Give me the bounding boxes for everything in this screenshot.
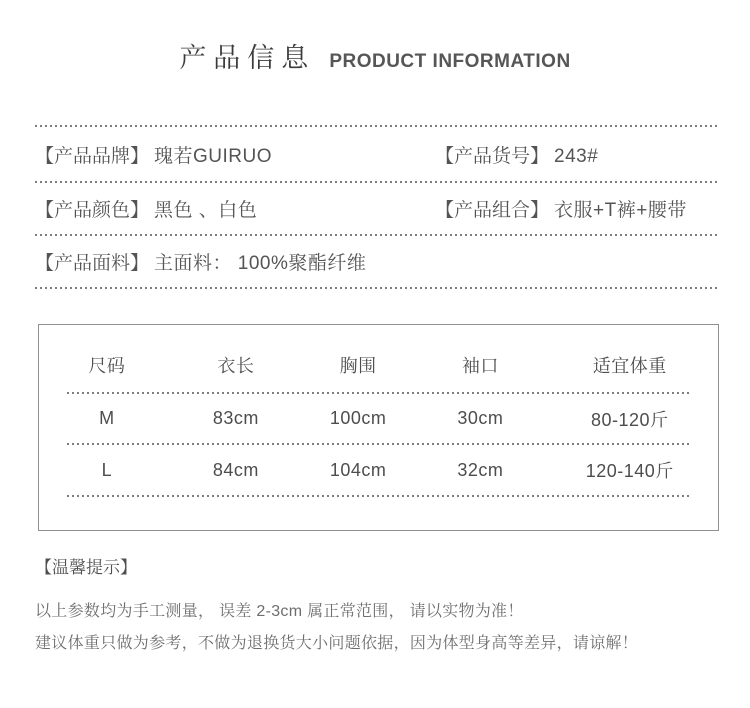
bust-value: 100cm: [329, 408, 387, 428]
warm-tips-title: 【温馨提示】: [35, 558, 137, 577]
warm-tips-lines: [35, 596, 720, 660]
product-color-field: [35, 195, 435, 222]
size-value: L: [101, 459, 113, 480]
length-value: 84cm: [212, 459, 259, 480]
size-table-header-row: [39, 325, 718, 392]
product-color-value: 黑色 、白色: [154, 200, 258, 221]
product-combo-field: [435, 195, 750, 222]
size-chart-table: [38, 324, 719, 531]
product-brand-value: 瑰若GUIRUO: [154, 145, 273, 167]
warm-tips-section: [35, 556, 720, 660]
size-table-row-m: [39, 394, 718, 443]
bust-value: 104cm: [329, 459, 387, 480]
product-brand-field: [35, 141, 435, 168]
header-cuff: 袖口: [461, 355, 499, 376]
header-suitable-weight: 适宜体重: [592, 355, 667, 376]
table-bottom-spacer: [39, 497, 718, 530]
header-size: 尺码: [88, 355, 126, 376]
weight-value: 80-120斤: [590, 409, 669, 430]
dotted-divider: [35, 287, 720, 289]
length-value: 83cm: [212, 408, 259, 428]
product-fabric-value: 主面料： 100%聚酯纤维: [154, 253, 367, 274]
product-brand-label: 【产品品牌】: [35, 145, 150, 167]
product-itemno-field: [435, 141, 750, 168]
info-row-fabric: [0, 236, 750, 287]
cuff-value: 32cm: [457, 459, 504, 480]
product-fabric-field: [35, 248, 435, 275]
product-itemno-value: 243#: [554, 145, 599, 167]
warm-tips-line-1: 以上参数均为手工测量， 误差 2-3cm 属正常范围， 请以实物为准！: [35, 603, 524, 620]
product-color-label: 【产品颜色】: [35, 200, 150, 221]
page-title-english: PRODUCT INFORMATION: [329, 51, 571, 72]
size-table-row-l: [39, 445, 718, 495]
product-itemno-label: 【产品货号】: [435, 145, 550, 167]
size-value: M: [99, 408, 115, 428]
page-title-chinese: 产品信息: [179, 43, 316, 73]
info-row-color-combo: [0, 183, 750, 234]
product-combo-value: 衣服+T裤+腰带: [554, 200, 687, 221]
page-title: [0, 0, 750, 84]
product-combo-label: 【产品组合】: [435, 200, 550, 221]
product-fabric-label: 【产品面料】: [35, 253, 150, 274]
product-info-section: [0, 125, 750, 289]
info-row-brand-itemno: [0, 127, 750, 181]
header-garment-length: 衣长: [217, 355, 255, 376]
header-bust: 胸围: [339, 355, 377, 376]
weight-value: 120-140斤: [585, 461, 674, 481]
cuff-value: 30cm: [457, 408, 504, 428]
warm-tips-line-2: 建议体重只做为参考，不做为退换货大小问题依据，因为体型身高等差异，请谅解！: [35, 635, 639, 652]
